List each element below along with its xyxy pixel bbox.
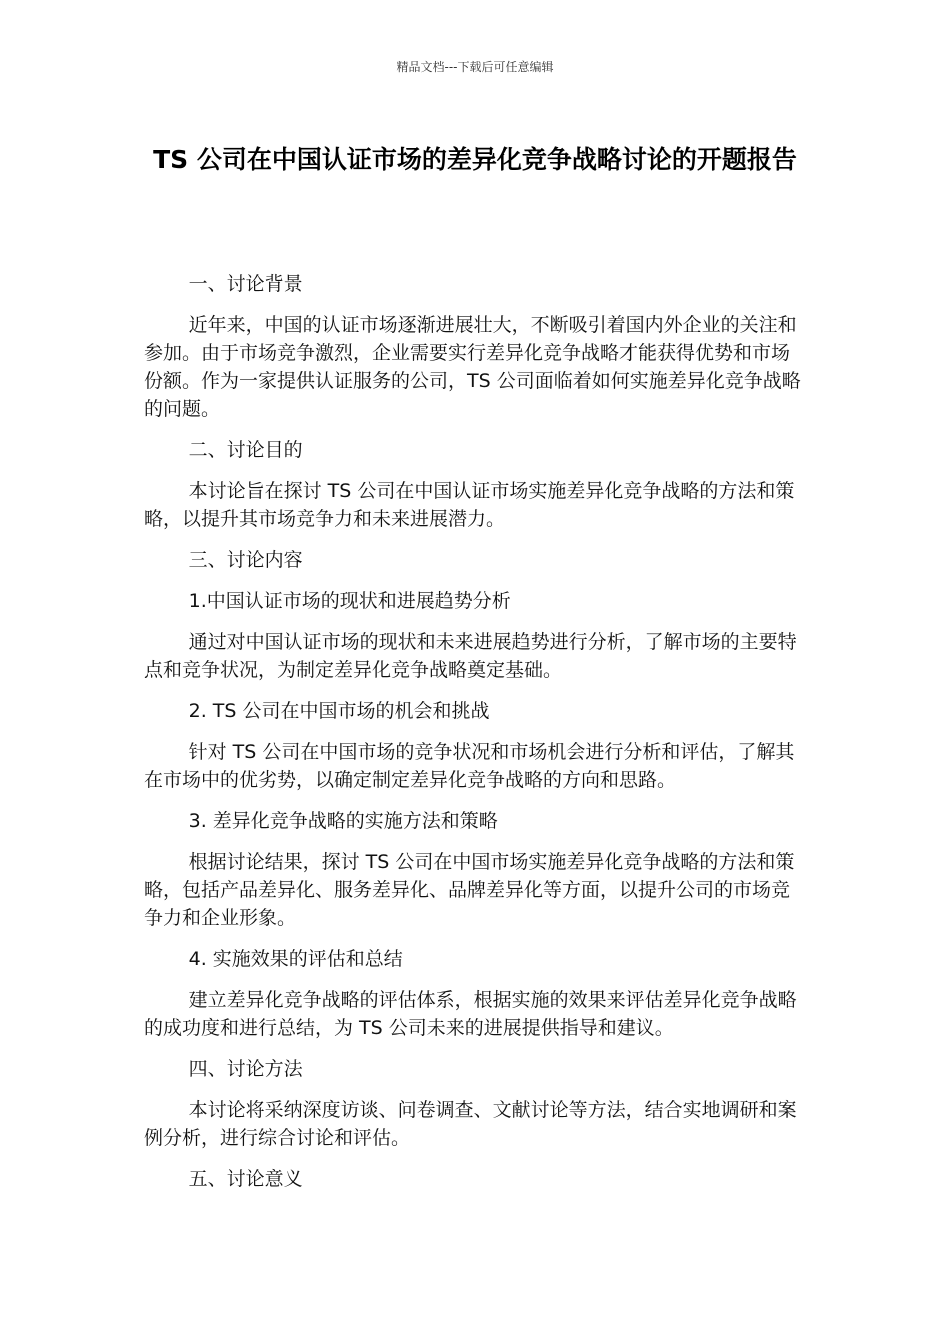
section-heading-methods: 四、讨论方法 <box>188 1058 303 1080</box>
paragraph-strategy-methods: 根据讨论结果，探讨 TS 公司在中国市场实施差异化竞争战略的方法和策略，包括产品差异化、服务差异化、品牌差异化等方面，以提升公司的市场竞争力和企业形象。 <box>144 851 795 929</box>
paragraph-purpose: 本讨论旨在探讨 TS 公司在中国认证市场实施差异化竞争战略的方法和策略，以提升其市场竞争力和未来进展潜力。 <box>144 480 795 530</box>
paragraph-background: 近年来，中国的认证市场逐渐进展壮大，不断吸引着国内外企业的关注和参加。由于市场竞争激烈，企业需要实行差异化竞争战略才能获得优势和市场份额。作为一家提供认证服务的公司，TS 公司面临着如何实施差异化竞争战略的问题。 <box>144 314 801 420</box>
subheading-opportunities: 2. TS 公司在中国市场的机会和挑战 <box>188 700 490 722</box>
section-heading-significance: 五、讨论意义 <box>188 1168 303 1190</box>
paragraph-market-analysis: 通过对中国认证市场的现状和未来进展趋势进行分析，了解市场的主要特点和竞争状况，为制定差异化竞争战略奠定基础。 <box>144 631 797 681</box>
paragraph-evaluation: 建立差异化竞争战略的评估体系，根据实施的效果来评估差异化竞争战略的成功度和进行总结，为 TS 公司未来的进展提供指导和建议。 <box>144 989 797 1039</box>
section-heading-purpose: 二、讨论目的 <box>188 439 303 461</box>
subheading-market-analysis: 1.中国认证市场的现状和进展趋势分析 <box>188 590 511 612</box>
section-heading-content: 三、讨论内容 <box>188 549 303 571</box>
document-title: TS 公司在中国认证市场的差异化竞争战略讨论的开题报告 <box>153 145 797 174</box>
page-header-note: 精品文档---下载后可任意编辑 <box>396 60 554 74</box>
paragraph-opportunities: 针对 TS 公司在中国市场的竞争状况和市场机会进行分析和评估，了解其在市场中的优劣势，以确定制定差异化竞争战略的方向和思路。 <box>144 741 795 791</box>
subheading-strategy-methods: 3. 差异化竞争战略的实施方法和策略 <box>188 810 498 832</box>
paragraph-methods: 本讨论将采纳深度访谈、问卷调查、文献讨论等方法，结合实地调研和案例分析，进行综合讨论和评估。 <box>144 1099 797 1149</box>
subheading-evaluation: 4. 实施效果的评估和总结 <box>188 948 403 970</box>
document-body <box>144 270 808 1206</box>
section-heading-background: 一、讨论背景 <box>188 273 303 295</box>
